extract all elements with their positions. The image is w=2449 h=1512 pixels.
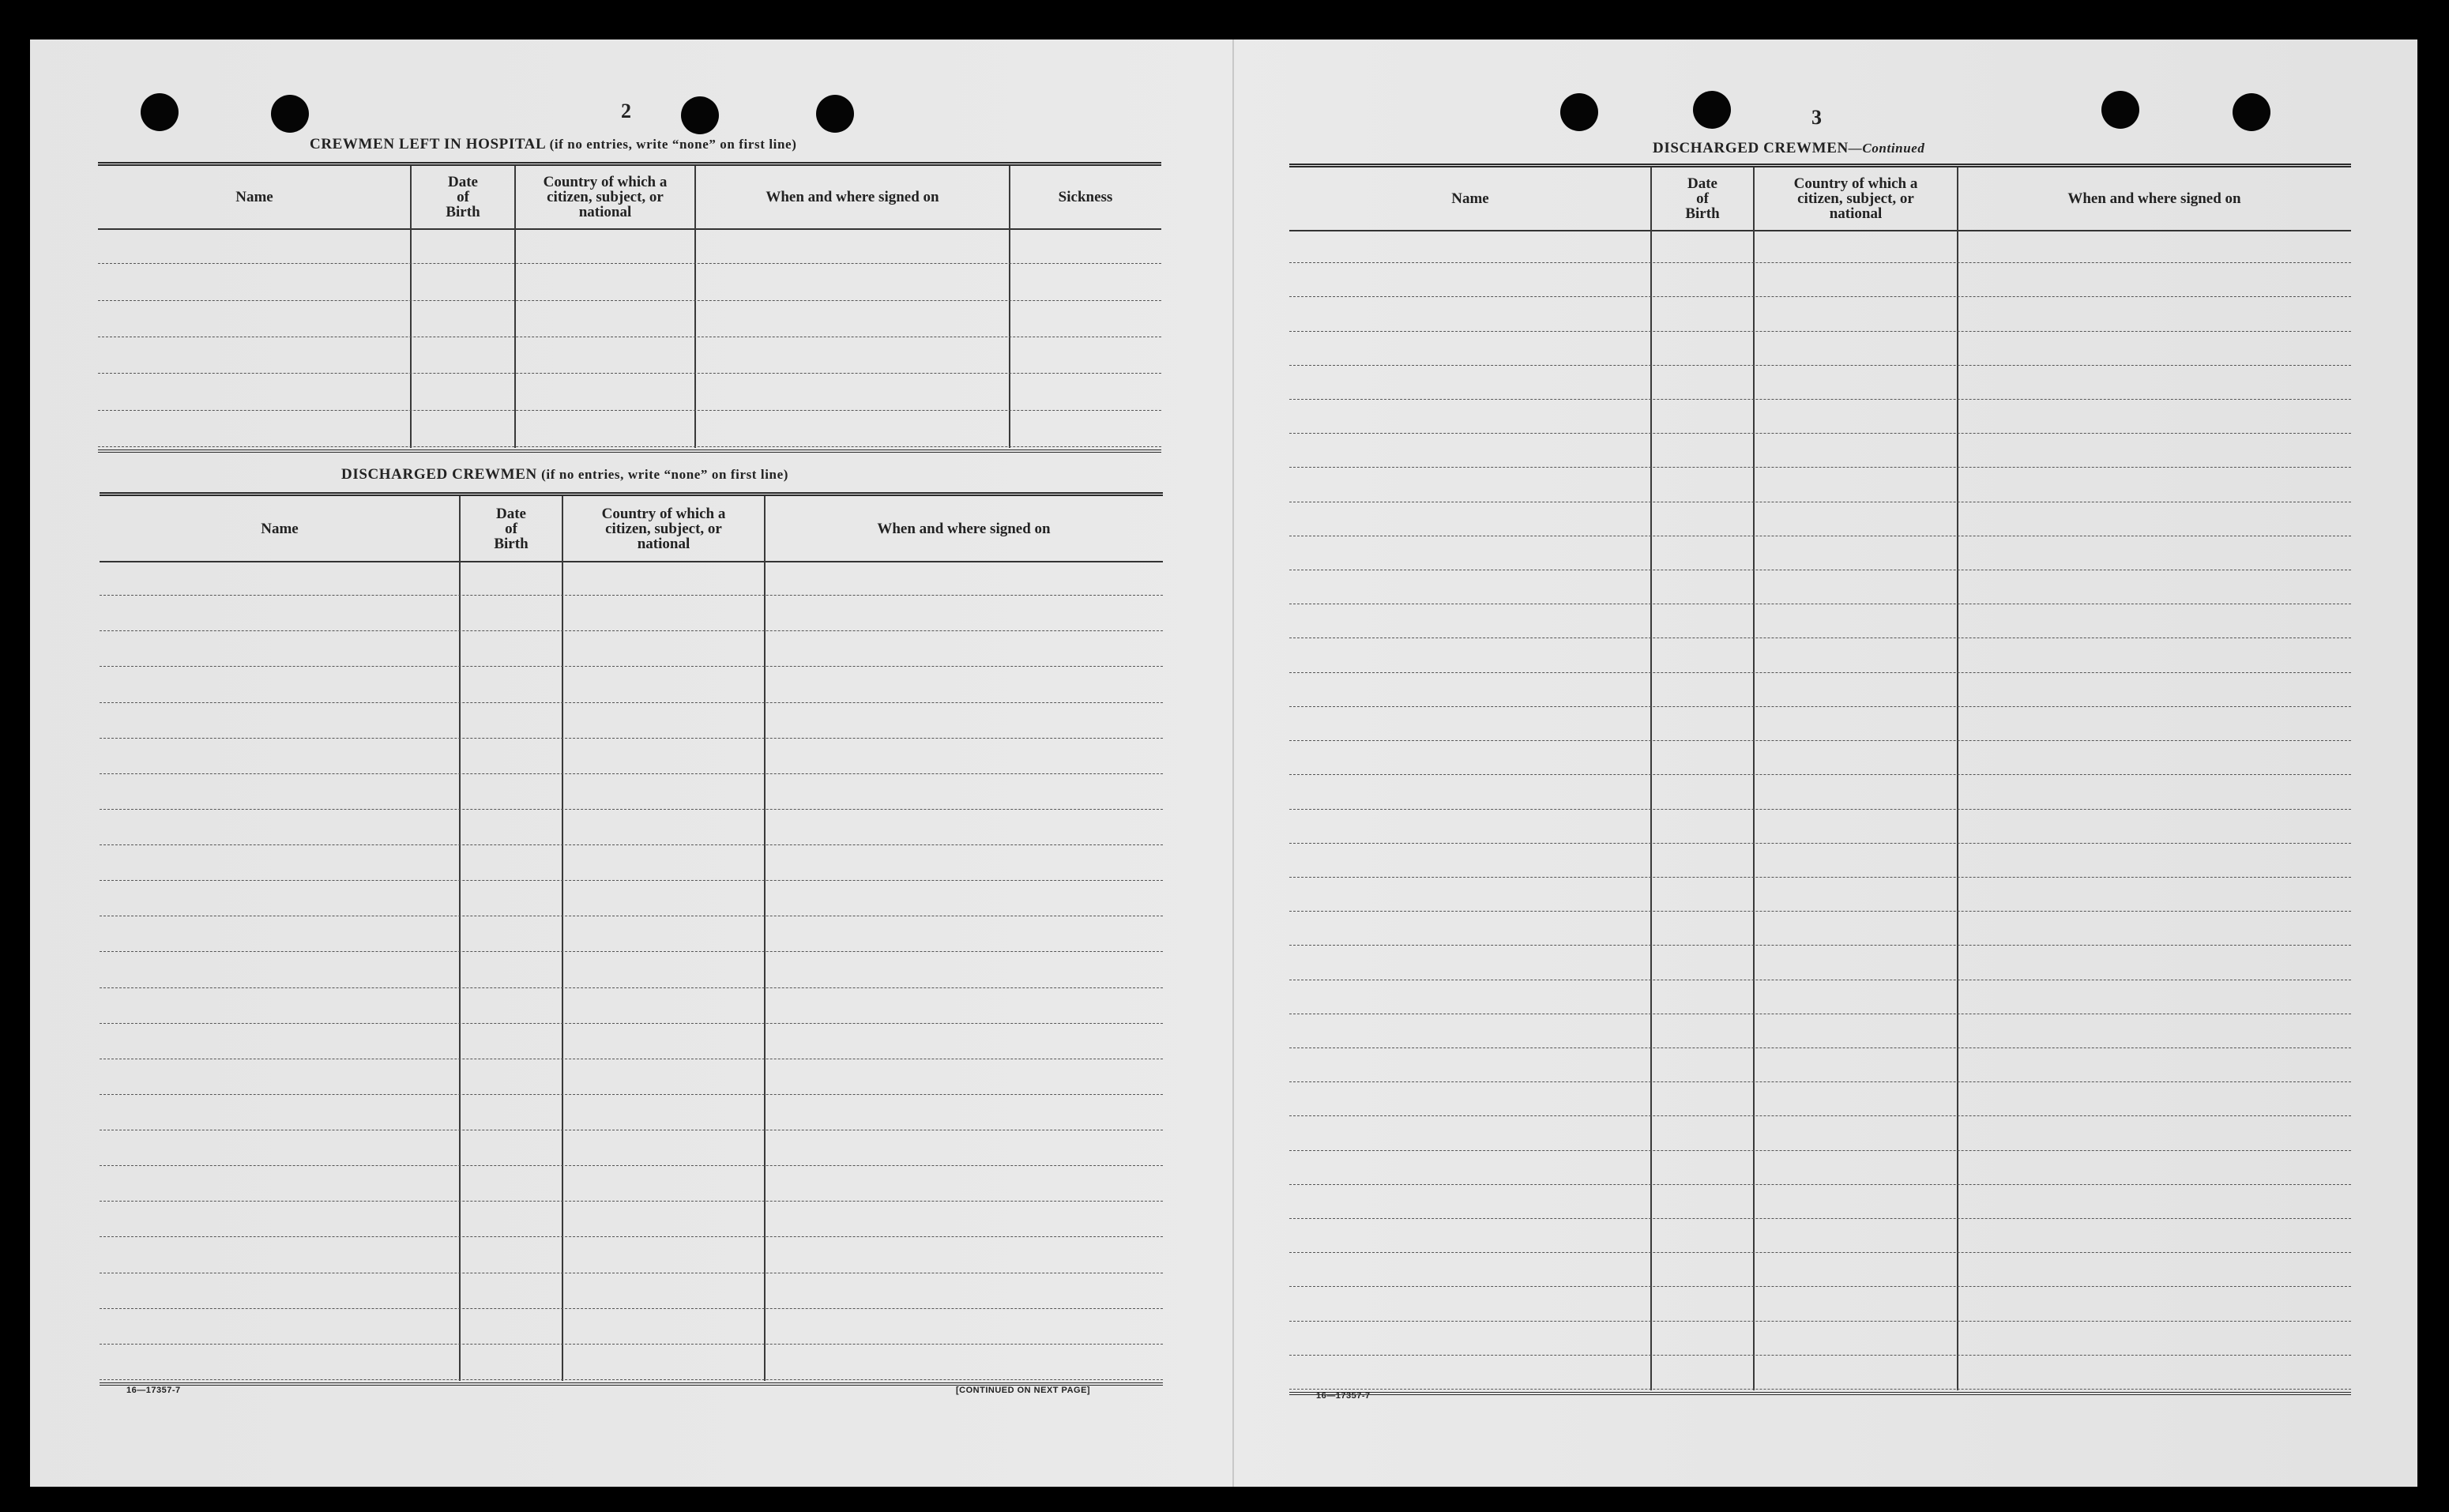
hospital-title-note: (if no entries, write “none” on first line) bbox=[549, 137, 797, 152]
punch-hole bbox=[2101, 91, 2139, 129]
table-row[interactable] bbox=[100, 951, 1163, 952]
column-divider bbox=[410, 166, 412, 448]
column-divider bbox=[764, 496, 766, 1381]
table-row[interactable] bbox=[1289, 1150, 2351, 1151]
column-header: Name bbox=[261, 520, 299, 537]
table-row[interactable] bbox=[1289, 1321, 2351, 1322]
discharged-section-title bbox=[341, 466, 788, 483]
column-header: Name bbox=[1451, 190, 1489, 207]
column-header: Country of which a citizen, subject, or national bbox=[1793, 175, 1918, 222]
table-row[interactable] bbox=[1289, 1184, 2351, 1185]
table-row[interactable] bbox=[1289, 1115, 2351, 1116]
table-row[interactable] bbox=[100, 1344, 1163, 1345]
table-row[interactable] bbox=[100, 987, 1163, 988]
table-row[interactable] bbox=[1289, 843, 2351, 844]
column-header: Country of which a citizen, subject, or national bbox=[543, 174, 668, 220]
form-number-right: 16—17357-7 bbox=[1316, 1391, 1371, 1401]
table-row[interactable] bbox=[1289, 1218, 2351, 1219]
table-row[interactable] bbox=[1289, 365, 2351, 366]
table-row[interactable] bbox=[1289, 706, 2351, 707]
discharged-table bbox=[100, 492, 1163, 1377]
table-row[interactable] bbox=[100, 773, 1163, 774]
table-row[interactable] bbox=[98, 373, 1161, 374]
column-divider bbox=[514, 166, 516, 448]
column-divider bbox=[1753, 167, 1755, 1390]
table-row[interactable] bbox=[1289, 774, 2351, 775]
table-row[interactable] bbox=[100, 702, 1163, 703]
table-row[interactable] bbox=[100, 1201, 1163, 1202]
table-row[interactable] bbox=[100, 630, 1163, 631]
table-row[interactable] bbox=[100, 738, 1163, 739]
table-row[interactable] bbox=[1289, 672, 2351, 673]
column-divider bbox=[694, 166, 696, 448]
table-row[interactable] bbox=[100, 595, 1163, 596]
page-number-left: 2 bbox=[621, 100, 631, 122]
table-row[interactable] bbox=[1289, 1081, 2351, 1082]
hospital-section-title bbox=[310, 136, 796, 153]
table-row[interactable] bbox=[98, 446, 1161, 447]
table-row[interactable] bbox=[1289, 877, 2351, 878]
table-row[interactable] bbox=[100, 1236, 1163, 1237]
column-divider bbox=[562, 496, 563, 1381]
table-row[interactable] bbox=[100, 1379, 1163, 1380]
discharged-continued-title-text: DISCHARGED CREWMEN bbox=[1653, 140, 1849, 156]
column-header: Date of Birth bbox=[494, 505, 529, 552]
table-row[interactable] bbox=[100, 666, 1163, 667]
column-header: Country of which a citizen, subject, or national bbox=[601, 505, 726, 552]
table-row[interactable] bbox=[98, 300, 1161, 301]
table-row[interactable] bbox=[100, 809, 1163, 810]
punch-hole bbox=[1693, 91, 1731, 129]
table-row[interactable] bbox=[98, 263, 1161, 264]
punch-hole bbox=[141, 93, 179, 131]
punch-hole bbox=[1560, 93, 1598, 131]
table-row[interactable] bbox=[1289, 1389, 2351, 1390]
table-row[interactable] bbox=[1289, 399, 2351, 400]
table-row[interactable] bbox=[98, 410, 1161, 411]
punch-hole bbox=[816, 95, 854, 133]
form-number-left: 16—17357-7 bbox=[126, 1386, 181, 1395]
table-row[interactable] bbox=[100, 844, 1163, 845]
column-header: When and where signed on bbox=[877, 520, 1051, 537]
table-row[interactable] bbox=[1289, 740, 2351, 741]
discharged-title-text: DISCHARGED CREWMEN bbox=[341, 466, 537, 483]
page-fold bbox=[1232, 39, 1234, 1487]
hospital-title-text: CREWMEN LEFT IN HOSPITAL bbox=[310, 136, 546, 152]
table-bottom-rule bbox=[98, 449, 1161, 453]
table-row[interactable] bbox=[1289, 433, 2351, 434]
discharged-title-note: (if no entries, write “none” on first line) bbox=[541, 467, 789, 482]
column-header: Name bbox=[235, 189, 273, 205]
table-bottom-rule bbox=[1289, 1392, 2351, 1395]
column-header: When and where signed on bbox=[2067, 190, 2241, 207]
table-row[interactable] bbox=[100, 1023, 1163, 1024]
table-row[interactable] bbox=[1289, 331, 2351, 332]
punch-hole bbox=[2233, 93, 2270, 131]
table-row[interactable] bbox=[100, 1094, 1163, 1095]
column-header: Date of Birth bbox=[446, 174, 480, 220]
discharged-continued-title bbox=[1653, 140, 1925, 157]
punch-hole bbox=[271, 95, 309, 133]
column-header: Date of Birth bbox=[1685, 175, 1720, 222]
discharged-continued-suffix: —Continued bbox=[1848, 141, 1925, 156]
table-row[interactable] bbox=[1289, 809, 2351, 810]
table-row[interactable] bbox=[1289, 1355, 2351, 1356]
column-divider bbox=[1650, 167, 1652, 1390]
table-row[interactable] bbox=[1289, 467, 2351, 468]
discharged-continued-table bbox=[1289, 164, 2351, 1386]
page-number-right: 3 bbox=[1811, 106, 1822, 129]
continued-note: [CONTINUED ON NEXT PAGE] bbox=[956, 1386, 1091, 1395]
table-row[interactable] bbox=[1289, 911, 2351, 912]
column-divider bbox=[1957, 167, 1958, 1390]
table-row[interactable] bbox=[100, 880, 1163, 881]
table-row[interactable] bbox=[100, 1165, 1163, 1166]
table-row[interactable] bbox=[1289, 296, 2351, 297]
hospital-table bbox=[98, 162, 1161, 444]
column-header: Sickness bbox=[1058, 189, 1113, 205]
table-row[interactable] bbox=[1289, 1286, 2351, 1287]
table-row[interactable] bbox=[1289, 1252, 2351, 1253]
column-divider bbox=[459, 496, 461, 1381]
table-row[interactable] bbox=[1289, 1047, 2351, 1048]
punch-hole bbox=[681, 96, 719, 134]
table-row[interactable] bbox=[100, 1308, 1163, 1309]
table-row[interactable] bbox=[1289, 262, 2351, 263]
table-row[interactable] bbox=[1289, 945, 2351, 946]
column-divider bbox=[1009, 166, 1010, 448]
column-header: When and where signed on bbox=[766, 189, 939, 205]
